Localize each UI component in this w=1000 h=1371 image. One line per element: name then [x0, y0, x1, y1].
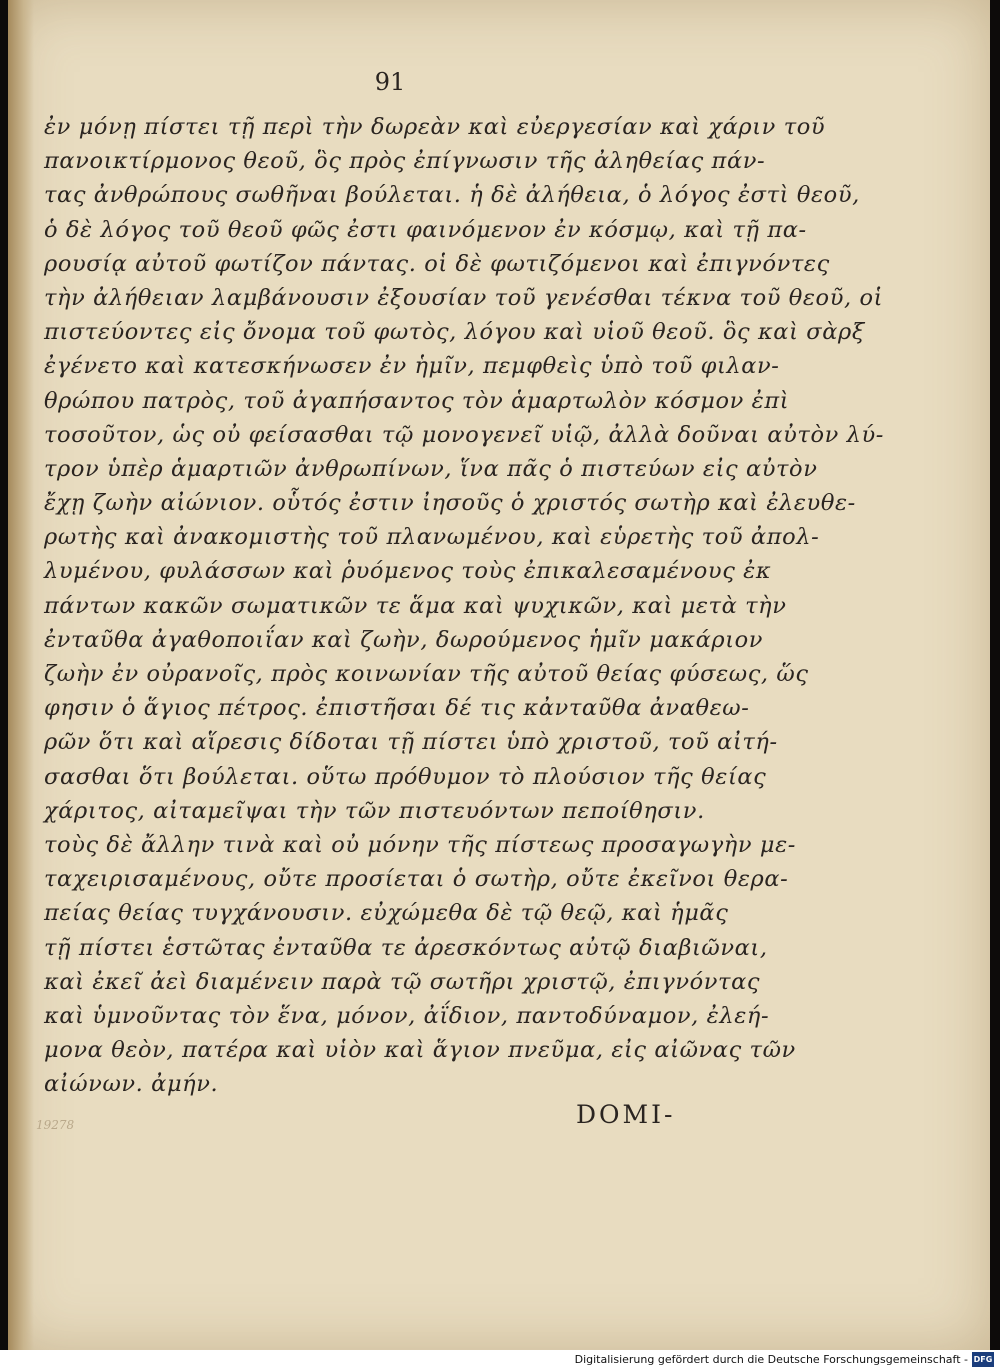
text-line: αἰώνων. ἀμήν.	[44, 1071, 219, 1098]
text-line: φησιν ὁ ἅγιος πέτρος. ἐπιστῆσαι δέ τις κἀνταῦθα ἀναθεω-	[44, 695, 750, 722]
pencil-annotation: 19278	[36, 1118, 75, 1132]
text-line: πανοικτίρμονος θεοῦ, ὃς πρὸς ἐπίγνωσιν τῆς ἀληθείας πάν-	[44, 148, 766, 175]
text-line: θρώπου πατρὸς, τοῦ ἀγαπήσαντος τὸν ἁμαρτωλὸν κόσμον ἐπὶ	[44, 387, 790, 414]
text-line: ρωτὴς καὶ ἀνακομιστὴς τοῦ πλανωμένου, καὶ εὑρετὴς τοῦ ἀπολ-	[44, 524, 820, 551]
text-line: ἐνταῦθα ἀγαθοποιΐαν καὶ ζωὴν, δωρούμενος ἡμῖν μακάριον	[44, 626, 764, 653]
text-line: ἐν μόνῃ πίστει τῇ περὶ τὴν δωρεὰν καὶ εὐεργεσίαν καὶ χάριν τοῦ	[44, 114, 826, 140]
greek-text-block	[44, 110, 884, 1101]
text-line: τοὺς δὲ ἄλλην τινὰ καὶ οὐ μόνην τῆς πίστεως προσαγωγὴν με-	[44, 831, 797, 858]
text-line: ταχειρισαμένους, οὔτε προσίεται ὁ σωτὴρ, οὔτε ἐκεῖνοι θερα-	[44, 866, 789, 893]
digitization-footer	[0, 1350, 1000, 1371]
text-line: τὴν ἀλήθειαν λαμβάνουσιν ἐξουσίαν τοῦ γενέσθαι τέκνα τοῦ θεοῦ, οἱ	[44, 284, 884, 311]
text-line: τῇ πίστει ἑστῶτας ἐνταῦθα τε ἀρεσκόντως αὐτῷ διαβιῶναι,	[44, 934, 768, 961]
text-line: λυμένου, φυλάσσων καὶ ῥυόμενος τοὺς ἐπικαλεσαμένους ἐκ	[44, 558, 772, 585]
text-line: καὶ ἐκεῖ ἀεὶ διαμένειν παρὰ τῷ σωτῆρι χριστῷ, ἐπιγνόντας	[44, 968, 761, 995]
text-line: τοσοῦτον, ὡς οὐ φείσασθαι τῷ μονογενεῖ υἱῷ, ἀλλὰ δοῦναι αὐτὸν λύ-	[44, 421, 884, 448]
text-line: πιστεύοντες εἰς ὄνομα τοῦ φωτὸς, λόγου καὶ υἱοῦ θεοῦ. ὃς καὶ σὰρξ	[44, 319, 865, 346]
page-number: 91	[374, 68, 406, 96]
text-line: χάριτος, αἰταμεῖψαι τὴν τῶν πιστευόντων πεποίθησιν.	[44, 797, 705, 824]
text-line: ρῶν ὅτι καὶ αἵρεσις δίδοται τῇ πίστει ὑπὸ χριστοῦ, τοῦ αἰτή-	[44, 729, 778, 756]
text-line: ζωὴν ἐν οὐρανοῖς, πρὸς κοινωνίαν τῆς αὐτοῦ θείας φύσεως, ὥς	[44, 661, 809, 687]
text-line: πείας θείας τυγχάνουσιν. εὐχώμεθα δὲ τῷ θεῷ, καὶ ἡμᾶς	[44, 900, 729, 927]
text-line: ρουσίᾳ αὐτοῦ φωτίζον πάντας. οἱ δὲ φωτιζόμενοι καὶ ἐπιγνόντες	[44, 250, 830, 277]
text-line: τρον ὑπὲρ ἁμαρτιῶν ἀνθρωπίνων, ἵνα πᾶς ὁ πιστεύων εἰς αὐτὸν	[44, 455, 818, 482]
text-line: ὁ δὲ λόγος τοῦ θεοῦ φῶς ἐστι φαινόμενον ἐν κόσμῳ, καὶ τῇ πα-	[44, 216, 807, 243]
funding-credit: Digitalisierung gefördert durch die Deutsche Forschungsgemeinschaft -	[574, 1353, 968, 1366]
text-line: καὶ ὑμνοῦντας τὸν ἕνα, μόνον, ἀΐδιον, παντοδύναμον, ἐλεή-	[44, 1002, 770, 1029]
text-line: τας ἀνθρώπους σωθῆναι βούλεται. ἡ δὲ ἀλήθεια, ὁ λόγος ἐστὶ θεοῦ,	[44, 182, 860, 209]
book-page	[8, 0, 990, 1350]
text-line: ἐγένετο καὶ κατεσκήνωσεν ἐν ἡμῖν, πεμφθεὶς ὑπὸ τοῦ φιλαν-	[44, 353, 780, 380]
text-line: πάντων κακῶν σωματικῶν τε ἅμα καὶ ψυχικῶν, καὶ μετὰ τὴν	[44, 592, 787, 619]
text-line: σασθαι ὅτι βούλεται. οὕτω πρόθυμον τὸ πλούσιον τῆς θείας	[44, 763, 767, 790]
catchword: DOMI-	[576, 1100, 676, 1129]
text-line: ἔχῃ ζωὴν αἰώνιον. οὗτός ἐστιν ἰησοῦς ὁ χριστός σωτὴρ καὶ ἐλευθε-	[44, 490, 856, 517]
page-gutter-shadow	[8, 0, 34, 1350]
text-line: μονα θεὸν, πατέρα καὶ υἱὸν καὶ ἅγιον πνεῦμα, εἰς αἰῶνας τῶν	[44, 1037, 796, 1064]
dfg-logo: DFG	[972, 1352, 994, 1367]
